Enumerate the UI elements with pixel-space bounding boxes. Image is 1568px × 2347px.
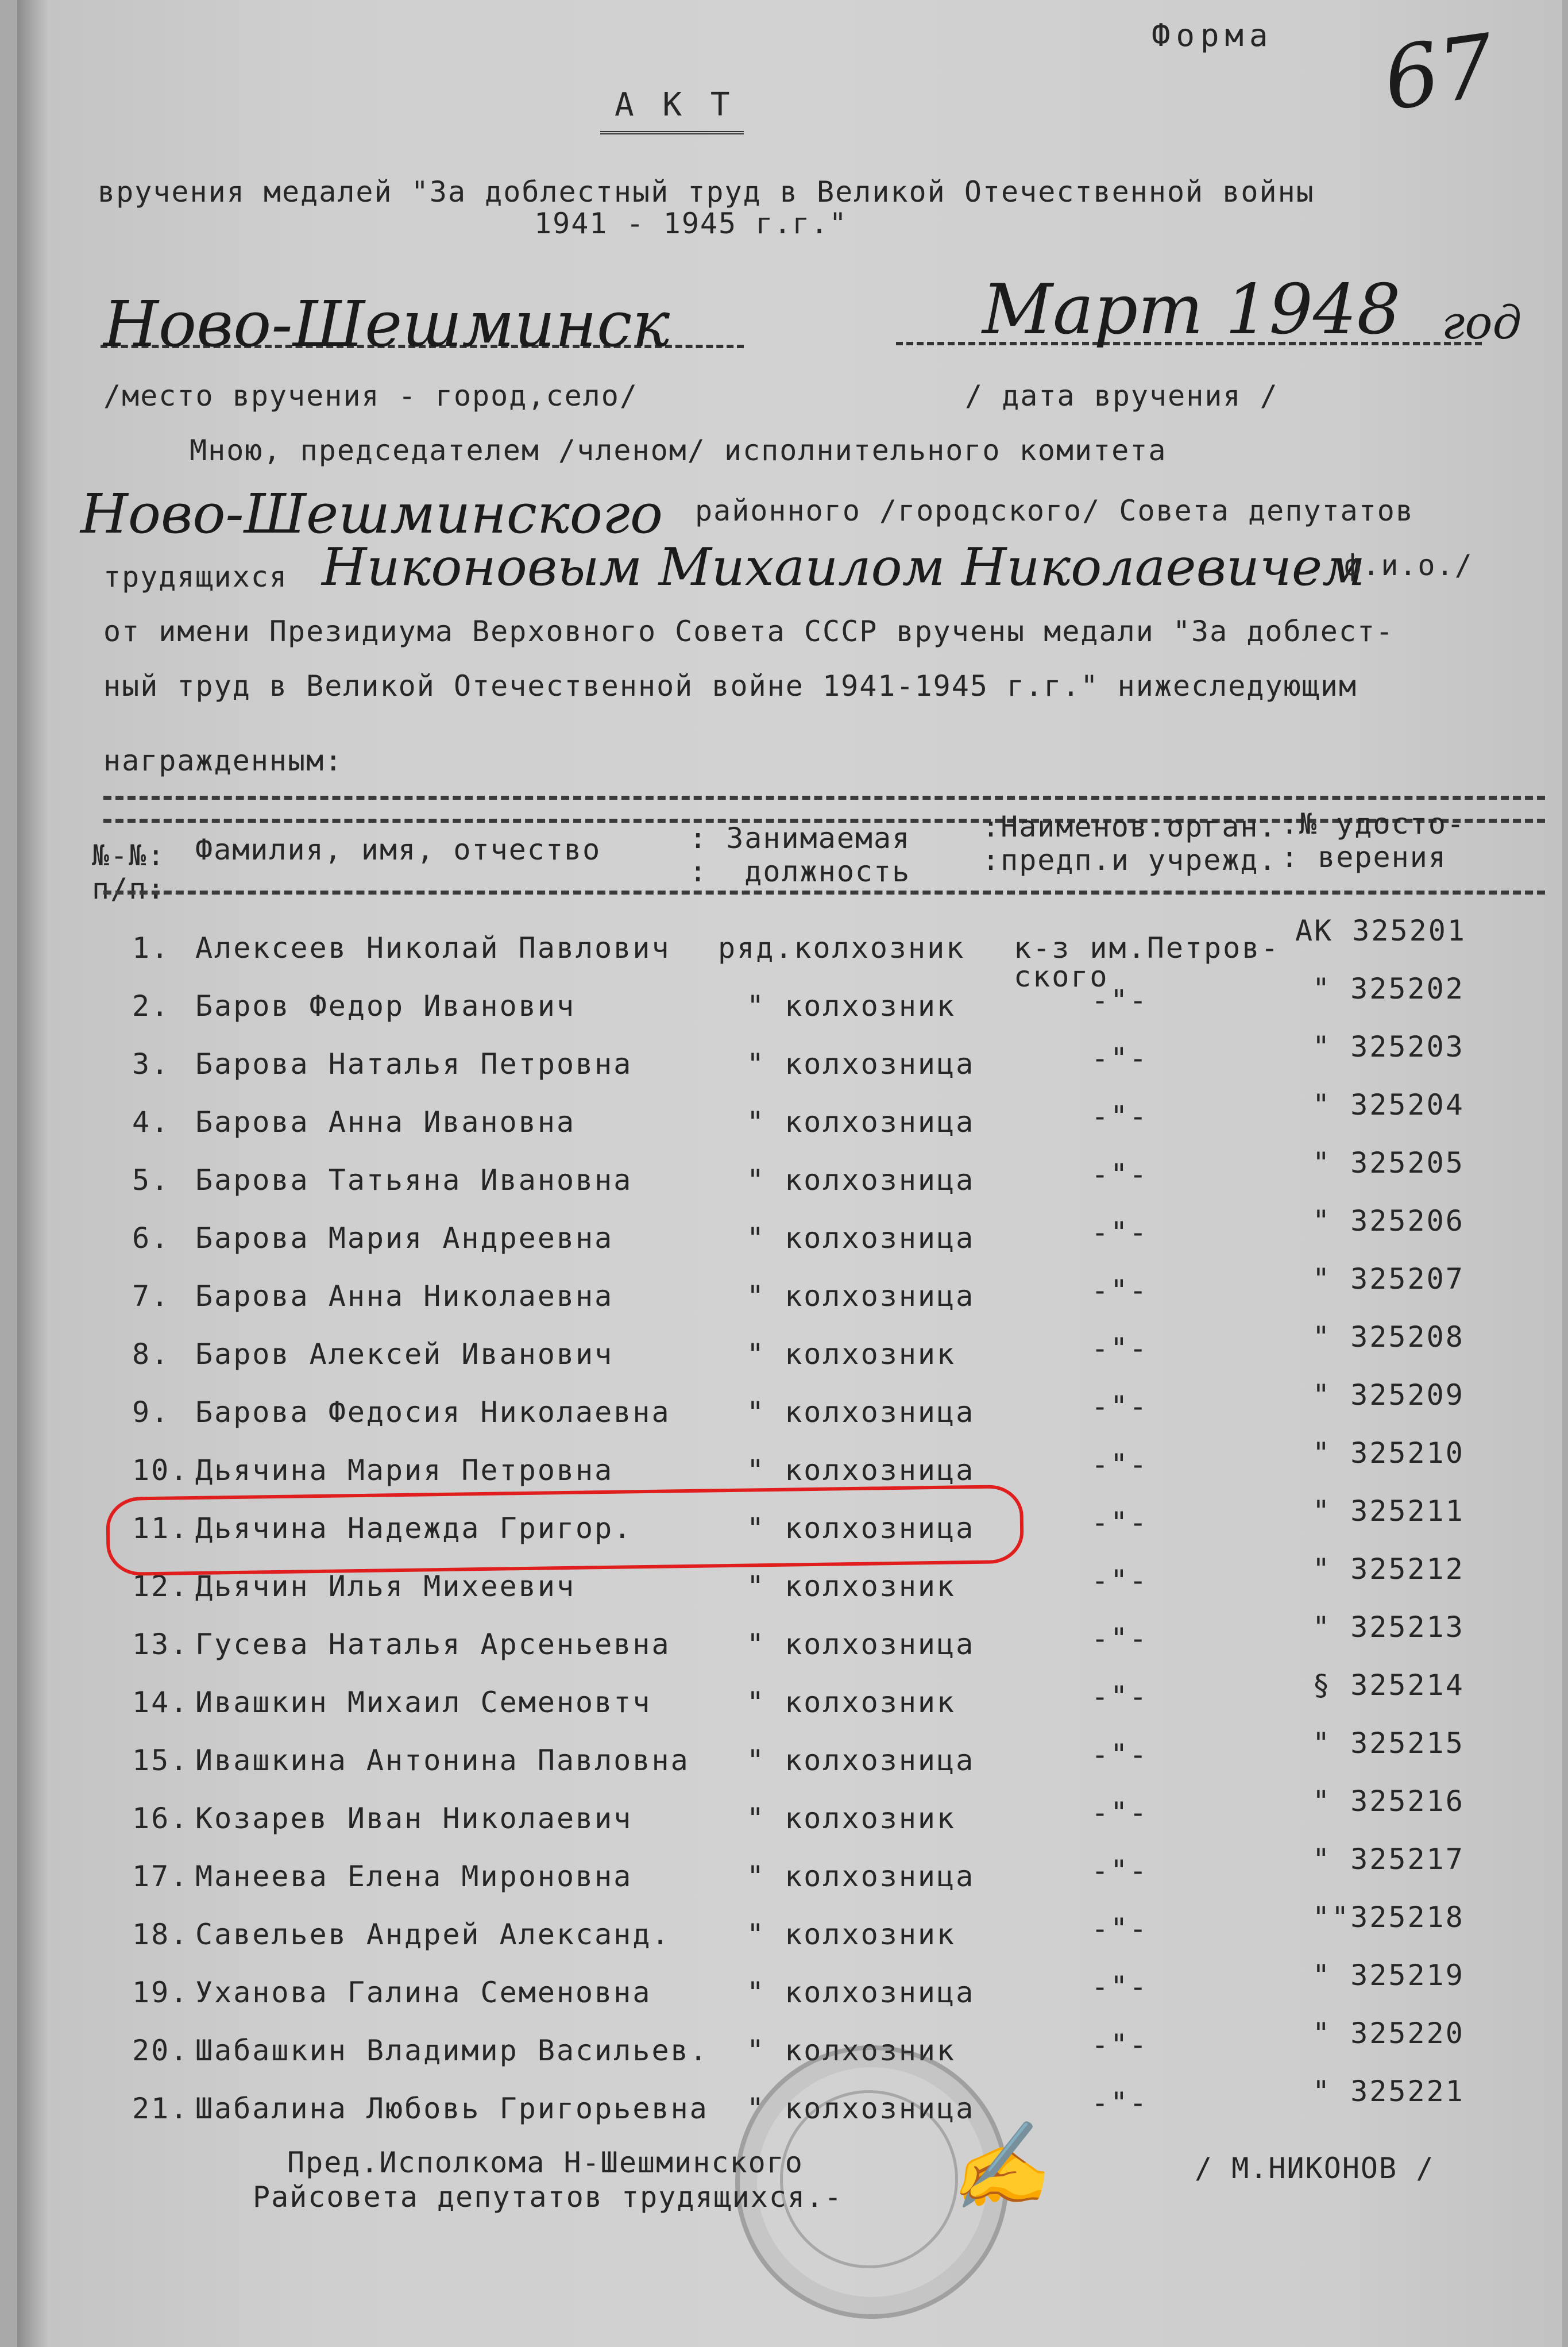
row-position: " колхозник <box>747 2034 956 2067</box>
row-full-name: Савельев Андрей Александ. <box>195 1918 671 1951</box>
row-position: " колхозница <box>747 1105 975 1139</box>
row-full-name: Баров Алексей Иванович <box>195 1338 614 1371</box>
row-certificate: " 325202 <box>1312 972 1465 1005</box>
row-certificate: " 325207 <box>1312 1262 1465 1296</box>
date-year-suffix: год <box>1442 296 1522 349</box>
row-organization: -"- <box>1091 1796 1149 1829</box>
body-line-5: ный труд в Великой Отечественной войне 1941-1945 г.г." нижеследующим <box>103 669 1357 703</box>
row-number: 13. <box>132 1628 190 1661</box>
subtitle-line-2: 1941 - 1945 г.г." <box>534 207 848 240</box>
row-position: " колхозник <box>747 1570 956 1603</box>
row-full-name: Барова Анна Николаевна <box>195 1280 614 1313</box>
row-certificate: " 325203 <box>1312 1030 1465 1063</box>
row-position: " колхозница <box>747 1280 975 1313</box>
date-caption: / дата вручения / <box>965 379 1279 413</box>
row-organization: -"- <box>1091 1970 1149 2003</box>
body-line-6: награжденным: <box>103 744 343 777</box>
row-organization: -"- <box>1091 1216 1149 1249</box>
form-label: Форма <box>1152 17 1274 53</box>
row-number: 6. <box>132 1221 171 1255</box>
row-position: " колхозница <box>747 1512 975 1545</box>
row-full-name: Барова Мария Андреевна <box>195 1221 614 1255</box>
row-full-name: Ивашкина Антонина Павловна <box>195 1744 690 1777</box>
row-number: 1. <box>132 931 171 965</box>
row-number: 17. <box>132 1860 190 1893</box>
row-full-name: Манеева Елена Мироновна <box>195 1860 633 1893</box>
folio-number: 67 <box>1377 16 1501 130</box>
document-page <box>17 0 1562 2347</box>
official-name-handwritten: Никоновым Михаилом Николаевичем <box>322 537 1365 598</box>
row-certificate: " 325206 <box>1312 1204 1465 1238</box>
row-number: 18. <box>132 1918 190 1951</box>
row-organization: -"- <box>1091 2028 1149 2061</box>
row-certificate: " 325212 <box>1312 1552 1465 1586</box>
row-position: " колхозница <box>747 1221 975 1255</box>
row-position: " колхозник <box>747 1338 956 1371</box>
body-line-2: районного /городского/ Совета депутатов <box>695 494 1414 527</box>
row-position: " колхозница <box>747 2092 975 2125</box>
row-full-name: Гусева Наталья Арсеньевна <box>195 1628 671 1661</box>
row-organization: -"- <box>1091 1680 1149 1713</box>
row-full-name: Баров Федор Иванович <box>195 989 576 1023</box>
footer-line-2: Райсовета депутатов трудящихся.- <box>253 2180 843 2214</box>
row-position: " колхозник <box>747 989 956 1023</box>
row-certificate: " 325217 <box>1312 1843 1465 1876</box>
header-name: Фамилия, имя, отчество <box>195 833 601 866</box>
row-full-name: Дьячин Илья Михеевич <box>195 1570 576 1603</box>
row-full-name: Козарев Иван Николаевич <box>195 1802 633 1835</box>
row-certificate: " 325216 <box>1312 1785 1465 1818</box>
row-number: 14. <box>132 1686 190 1719</box>
row-number: 19. <box>132 1976 190 2009</box>
row-certificate: " 325210 <box>1312 1436 1465 1470</box>
row-organization: -"- <box>1091 1332 1149 1365</box>
row-position: " колхозница <box>747 1163 975 1197</box>
row-organization: -"- <box>1091 1042 1149 1075</box>
district-handwritten: Ново-Шешминского <box>80 483 663 546</box>
row-certificate: " 325209 <box>1312 1378 1465 1412</box>
row-organization: -"- <box>1091 984 1149 1017</box>
row-position: " колхозница <box>747 1860 975 1893</box>
row-number: 2. <box>132 989 171 1023</box>
row-organization: к-з им.Петров- ского <box>1014 931 1280 993</box>
row-certificate: " 325213 <box>1312 1610 1465 1644</box>
body-line-4: от имени Президиума Верховного Совета СССР вручены медали "За доблест- <box>103 615 1395 648</box>
row-organization: -"- <box>1091 1912 1149 1945</box>
row-full-name: Барова Татьяна Ивановна <box>195 1163 633 1197</box>
row-certificate: АК 325201 <box>1295 914 1466 947</box>
row-number: 4. <box>132 1105 171 1139</box>
row-number: 15. <box>132 1744 190 1777</box>
act-title: А К Т <box>615 86 735 124</box>
row-full-name: Дьячина Надежда Григор. <box>195 1512 633 1545</box>
row-certificate: " 325219 <box>1312 1959 1465 1992</box>
body-line-3: трудящихся <box>103 560 288 594</box>
row-full-name: Шабалина Любовь Григорьевна <box>195 2092 709 2125</box>
row-position: ряд.колхозник <box>718 931 965 965</box>
table-header-rule <box>103 891 1545 895</box>
row-certificate: " 325221 <box>1312 2075 1465 2108</box>
row-certificate: " 325208 <box>1312 1320 1465 1354</box>
row-organization: -"- <box>1091 1564 1149 1597</box>
row-organization: -"- <box>1091 1854 1149 1887</box>
row-number: 8. <box>132 1338 171 1371</box>
row-number: 9. <box>132 1396 171 1429</box>
header-position: : Занимаемая : должность <box>689 822 911 888</box>
place-caption: /место вручения - город,село/ <box>103 379 638 413</box>
row-full-name: Ивашкин Михаил Семеновтч <box>195 1686 652 1719</box>
row-full-name: Алексеев Николай Павлович <box>195 931 671 965</box>
row-number: 7. <box>132 1280 171 1313</box>
row-position: " колхозница <box>747 1976 975 2009</box>
footer-line-1: Пред.Исполкома Н-Шешминского <box>287 2146 804 2179</box>
row-full-name: Уханова Галина Семеновна <box>195 1976 652 2009</box>
row-number: 11. <box>132 1512 190 1545</box>
row-number: 20. <box>132 2034 190 2067</box>
place-handwritten: Ново-Шешминск <box>103 287 670 361</box>
row-organization: -"- <box>1091 1100 1149 1133</box>
row-position: " колхозница <box>747 1628 975 1661</box>
row-position: " колхозник <box>747 1802 956 1835</box>
row-organization: -"- <box>1091 1274 1149 1307</box>
row-position: " колхозник <box>747 1918 956 1951</box>
row-number: 16. <box>132 1802 190 1835</box>
title-underline <box>600 131 744 134</box>
row-organization: -"- <box>1091 1158 1149 1191</box>
row-certificate: " 325205 <box>1312 1146 1465 1180</box>
row-organization: -"- <box>1091 1738 1149 1771</box>
row-position: " колхозница <box>747 1396 975 1429</box>
signature-name: / М.НИКОНОВ / <box>1195 2152 1435 2185</box>
row-organization: -"- <box>1091 1622 1149 1655</box>
row-number: 3. <box>132 1047 171 1081</box>
body-line-1: Мною, председателем /членом/ исполнительного комитета <box>190 434 1167 467</box>
row-full-name: Дьячина Мария Петровна <box>195 1454 614 1487</box>
row-number: 21. <box>132 2092 190 2125</box>
row-organization: -"- <box>1091 1448 1149 1481</box>
row-position: " колхозница <box>747 1744 975 1777</box>
date-handwritten: Март 1948 <box>982 270 1401 350</box>
row-number: 10. <box>132 1454 190 1487</box>
row-organization: -"- <box>1091 1390 1149 1423</box>
signature-scrawl: ✍ <box>943 2115 1053 2219</box>
row-certificate: " 325204 <box>1312 1088 1465 1122</box>
row-organization: -"- <box>1091 1506 1149 1539</box>
row-certificate: ""325218 <box>1312 1901 1465 1934</box>
row-certificate: " 325215 <box>1312 1726 1465 1760</box>
row-full-name: Барова Федосия Николаевна <box>195 1396 671 1429</box>
row-number: 5. <box>132 1163 171 1197</box>
row-certificate: § 325214 <box>1312 1668 1465 1702</box>
row-certificate: " 325220 <box>1312 2017 1465 2050</box>
subtitle-line-1: вручения медалей "За доблестный труд в Великой Отечественной войны <box>98 175 1315 209</box>
header-number: №-№: п/п: <box>92 839 166 905</box>
row-certificate: " 325211 <box>1312 1494 1465 1528</box>
row-position: " колхозница <box>747 1047 975 1081</box>
row-position: " колхозница <box>747 1454 975 1487</box>
row-full-name: Шабашкин Владимир Васильев. <box>195 2034 709 2067</box>
table-top-rule <box>103 796 1545 800</box>
row-position: " колхозник <box>747 1686 956 1719</box>
row-organization: -"- <box>1091 2086 1149 2119</box>
body-line-3-suffix: ф.и.о./ <box>1344 549 1473 582</box>
header-certificate: :№ удосто- : верения <box>1281 807 1466 874</box>
header-organization: :Наименов.орган. :предп.и учрежд. <box>982 810 1277 877</box>
row-full-name: Барова Анна Ивановна <box>195 1105 576 1139</box>
row-number: 12. <box>132 1570 190 1603</box>
row-full-name: Барова Наталья Петровна <box>195 1047 633 1081</box>
highlight-oval <box>106 1485 1024 1576</box>
